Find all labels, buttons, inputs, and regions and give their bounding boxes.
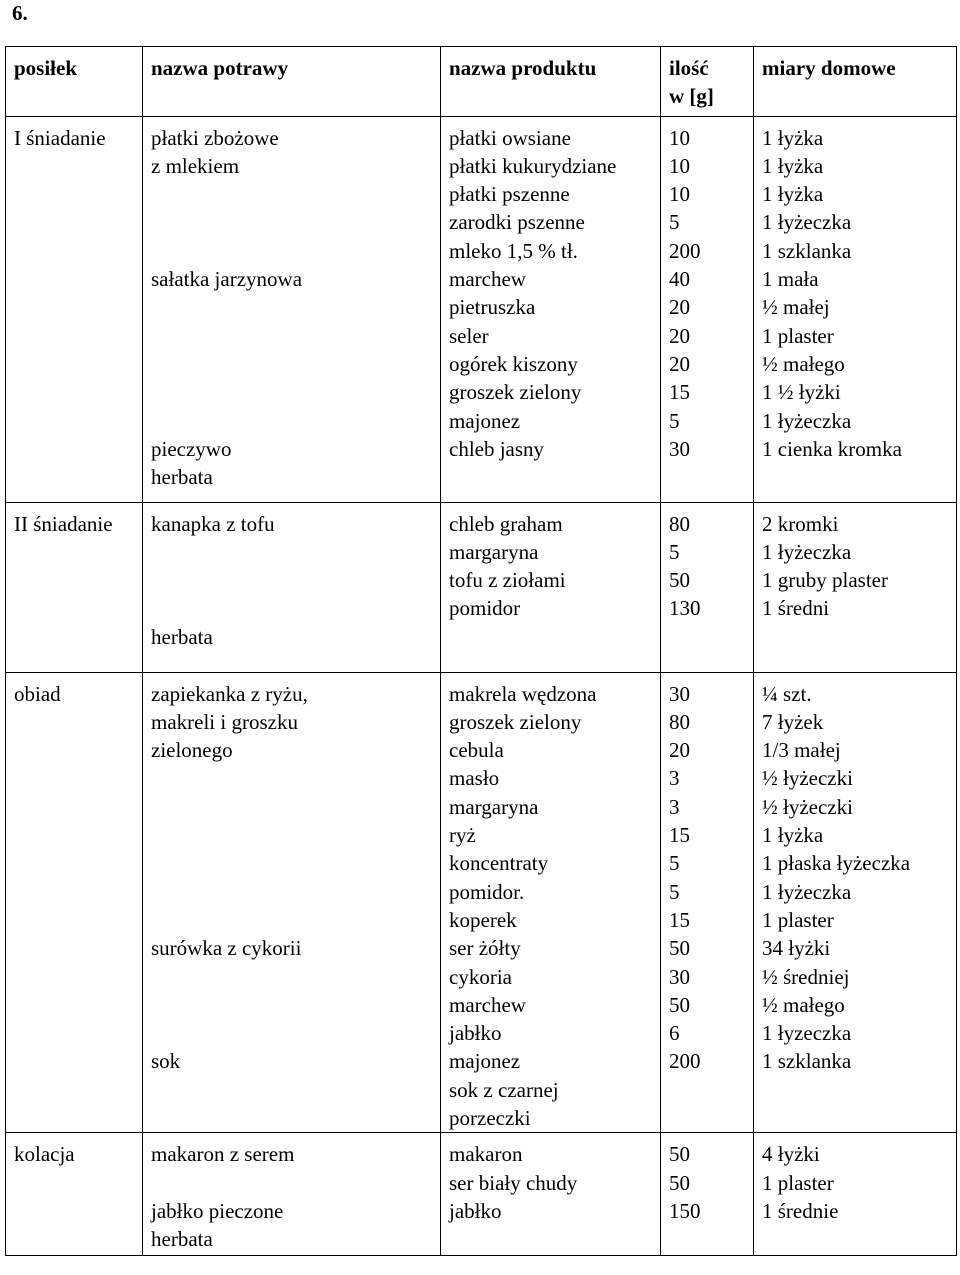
product-line: margaryna <box>449 794 539 819</box>
product-line: marchew <box>449 267 526 292</box>
product-line: ser żółty <box>449 936 521 961</box>
dish-line <box>151 1019 440 1047</box>
product-line: tofu z ziołami <box>449 568 566 593</box>
header-row <box>6 47 957 117</box>
quantity-line: 5 <box>669 879 680 904</box>
product-line: mleko 1,5 % tł. <box>449 238 578 263</box>
dish-line: z mlekiem <box>151 153 240 178</box>
product-cell <box>441 116 661 502</box>
product-line: jabłko <box>449 1021 502 1046</box>
dish-line <box>151 991 440 1019</box>
dish-line <box>151 322 440 350</box>
product-line: pomidor. <box>449 879 525 904</box>
dish-line: surówka z cykorii <box>151 936 302 961</box>
dish-line <box>151 764 440 792</box>
header-product: nazwa produktu <box>441 47 661 117</box>
dish-line: jabłko pieczone <box>151 1198 284 1223</box>
product-line: cykoria <box>449 964 512 989</box>
product-line: groszek zielony <box>449 709 582 734</box>
household-measure-line: 1 mała <box>762 267 819 292</box>
household-measure-line: 1 średnie <box>762 1198 839 1223</box>
product-cell <box>441 1133 661 1256</box>
household-measure-line: 34 łyżki <box>762 936 831 961</box>
product-line: płatki owsiane <box>449 125 571 150</box>
product-line: pomidor <box>449 596 521 621</box>
product-cell <box>441 672 661 1133</box>
household-measure-line: 1 cienka kromka <box>762 436 902 461</box>
quantity-line: 5 <box>669 408 680 433</box>
household-measure-line: 1 średni <box>762 596 830 621</box>
quantity-line: 3 <box>669 766 680 791</box>
quantity-line: 10 <box>669 153 690 178</box>
product-line: ser biały chudy <box>449 1170 578 1195</box>
quantity-cell <box>661 116 754 502</box>
quantity-line: 20 <box>669 351 690 376</box>
meal-cell <box>6 672 143 1133</box>
household-measure-cell <box>754 502 957 672</box>
dish-line <box>151 293 440 321</box>
household-measure-line: 1 łyżeczka <box>762 879 852 904</box>
header-dish: nazwa potrawy <box>143 47 441 117</box>
product-line: margaryna <box>449 539 539 564</box>
household-measure-line: 4 łyżki <box>762 1142 820 1167</box>
dish-line <box>151 1169 440 1197</box>
dish-cell <box>143 502 441 672</box>
header-household: miary domowe <box>754 47 957 117</box>
household-measure-cell <box>754 1133 957 1256</box>
household-measure-line: 1 łyżeczka <box>762 210 852 235</box>
dish-cell <box>143 672 441 1133</box>
quantity-line: 150 <box>669 1198 701 1223</box>
household-measure-cell <box>754 672 957 1133</box>
product-cell <box>441 502 661 672</box>
quantity-line: 30 <box>669 964 690 989</box>
meal-cell <box>6 116 143 502</box>
quantity-line: 20 <box>669 738 690 763</box>
product-line: majonez <box>449 408 521 433</box>
household-measure-line: 1 szklanka <box>762 1049 852 1074</box>
dish-line <box>151 237 440 265</box>
product-line: porzeczki <box>449 1106 531 1131</box>
household-measure-line: ½ małej <box>762 295 830 320</box>
household-measure-line: 1 plaster <box>762 323 834 348</box>
meal-cell <box>6 502 143 672</box>
quantity-line: 20 <box>669 323 690 348</box>
household-measure-line: 1 łyżeczka <box>762 408 852 433</box>
quantity-line: 200 <box>669 1049 701 1074</box>
product-line: marchew <box>449 992 526 1017</box>
household-measure-line: 1 łyżka <box>762 182 824 207</box>
dish-line <box>151 566 440 594</box>
dish-line <box>151 849 440 877</box>
quantity-line: 20 <box>669 295 690 320</box>
dish-line <box>151 208 440 236</box>
dish-line <box>151 821 440 849</box>
dish-line: herbata <box>151 1227 213 1252</box>
dish-line <box>151 378 440 406</box>
product-line: sok z czarnej <box>449 1077 559 1102</box>
quantity-line: 50 <box>669 936 690 961</box>
dish-line <box>151 407 440 435</box>
household-measure-line: 1 łyżka <box>762 153 824 178</box>
household-measure-line: 1 łyzeczka <box>762 1021 852 1046</box>
dish-line <box>151 594 440 622</box>
quantity-line: 10 <box>669 125 690 150</box>
household-measure-line: 1 szklanka <box>762 238 852 263</box>
household-measure-line: 1 płaska łyżeczka <box>762 851 911 876</box>
dish-line: pieczywo <box>151 436 232 461</box>
dish-cell <box>143 116 441 502</box>
dish-line: zapiekanka z ryżu, <box>151 681 308 706</box>
meal-text: II śniadanie <box>14 511 113 536</box>
quantity-line: 50 <box>669 1170 690 1195</box>
meal-text: kolacja <box>14 1142 75 1167</box>
product-line: płatki pszenne <box>449 182 570 207</box>
quantity-line: 15 <box>669 823 690 848</box>
household-measure-line: ¼ szt. <box>762 681 812 706</box>
product-line: seler <box>449 323 489 348</box>
quantity-line: 50 <box>669 992 690 1017</box>
dish-line <box>151 793 440 821</box>
table-row <box>6 502 957 672</box>
product-line: ryż <box>449 823 476 848</box>
dish-line: sok <box>151 1049 181 1074</box>
quantity-line: 80 <box>669 709 690 734</box>
table-row <box>6 116 957 502</box>
header-meal: posiłek <box>6 47 143 117</box>
quantity-line: 130 <box>669 596 701 621</box>
product-line: zarodki pszenne <box>449 210 585 235</box>
dish-cell <box>143 1133 441 1256</box>
dish-line <box>151 963 440 991</box>
quantity-line: 40 <box>669 267 690 292</box>
quantity-line: 5 <box>669 539 680 564</box>
household-measure-cell <box>754 116 957 502</box>
dish-line: herbata <box>151 624 213 649</box>
product-line: chleb graham <box>449 511 563 536</box>
dish-line <box>151 350 440 378</box>
meal-cell <box>6 1133 143 1256</box>
household-measure-line: ½ łyżeczki <box>762 794 853 819</box>
product-line: groszek zielony <box>449 380 582 405</box>
quantity-line: 15 <box>669 380 690 405</box>
product-line: majonez <box>449 1049 521 1074</box>
quantity-cell <box>661 502 754 672</box>
household-measure-line: 1 plaster <box>762 907 834 932</box>
dish-line: makreli i groszku <box>151 709 298 734</box>
quantity-line: 15 <box>669 907 690 932</box>
dish-line: sałatka jarzynowa <box>151 267 303 292</box>
product-line: cebula <box>449 738 504 763</box>
header-quantity-line2: w [g] <box>669 84 714 109</box>
product-line: koncentraty <box>449 851 549 876</box>
quantity-line: 5 <box>669 210 680 235</box>
product-line: płatki kukurydziane <box>449 153 617 178</box>
dish-line <box>151 180 440 208</box>
table-row <box>6 672 957 1133</box>
quantity-line: 200 <box>669 238 701 263</box>
dish-line <box>151 878 440 906</box>
page-number: 6. <box>12 1 28 25</box>
quantity-line: 50 <box>669 1142 690 1167</box>
dish-line: zielonego <box>151 738 233 763</box>
product-line: chleb jasny <box>449 436 545 461</box>
household-measure-line: 1 łyżeczka <box>762 539 852 564</box>
product-line: pietruszka <box>449 295 536 320</box>
product-line: ogórek kiszony <box>449 351 578 376</box>
product-line: jabłko <box>449 1198 502 1223</box>
dish-line <box>151 906 440 934</box>
household-measure-line: 1 gruby plaster <box>762 568 888 593</box>
quantity-line: 10 <box>669 182 690 207</box>
household-measure-line: ½ średniej <box>762 964 850 989</box>
household-measure-line: ½ małego <box>762 351 845 376</box>
quantity-line: 6 <box>669 1021 680 1046</box>
quantity-line: 30 <box>669 436 690 461</box>
meal-text: obiad <box>14 681 61 706</box>
household-measure-line: 1 łyżka <box>762 125 824 150</box>
product-line: makrela wędzona <box>449 681 597 706</box>
dish-line: płatki zbożowe <box>151 125 279 150</box>
household-measure-line: 7 łyżek <box>762 709 824 734</box>
household-measure-line: 1 ½ łyżki <box>762 380 841 405</box>
product-line: koperek <box>449 907 517 932</box>
quantity-line: 5 <box>669 851 680 876</box>
quantity-line: 80 <box>669 511 690 536</box>
quantity-cell <box>661 1133 754 1256</box>
quantity-line: 50 <box>669 568 690 593</box>
household-measure-line: ½ małego <box>762 992 845 1017</box>
dish-line: kanapka z tofu <box>151 511 275 536</box>
dish-line <box>151 538 440 566</box>
diet-menu-table <box>5 46 957 1256</box>
household-measure-line: ½ łyżeczki <box>762 766 853 791</box>
quantity-cell <box>661 672 754 1133</box>
table-row <box>6 1133 957 1256</box>
dish-line: herbata <box>151 465 213 490</box>
header-quantity-line1: ilość <box>669 56 709 80</box>
household-measure-line: 1 plaster <box>762 1170 834 1195</box>
meal-text: I śniadanie <box>14 125 106 150</box>
household-measure-line: 1 łyżka <box>762 823 824 848</box>
household-measure-line: 2 kromki <box>762 511 839 536</box>
header-quantity <box>661 47 754 117</box>
dish-line: makaron z serem <box>151 1142 295 1167</box>
quantity-line: 30 <box>669 681 690 706</box>
household-measure-line: 1/3 małej <box>762 738 841 763</box>
product-line: makaron <box>449 1142 523 1167</box>
quantity-line: 3 <box>669 794 680 819</box>
product-line: masło <box>449 766 500 791</box>
